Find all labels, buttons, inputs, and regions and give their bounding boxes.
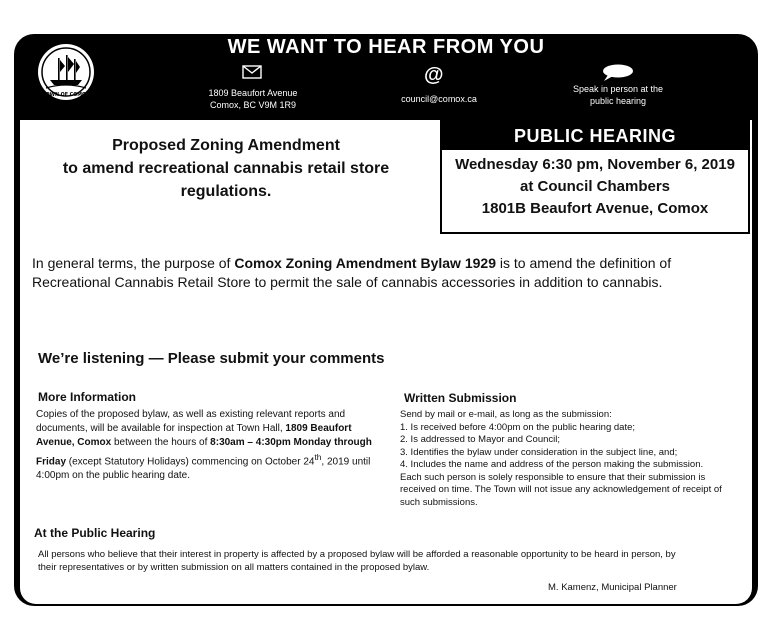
list-item: 2. Is addressed to Mayor and Council; (400, 434, 561, 445)
at-icon: @ (424, 64, 444, 86)
more-information-heading: More Information (38, 390, 136, 404)
list-item: 3. Identifies the bylaw under consideration in the subject line, and; (400, 446, 678, 458)
written-submission-heading: Written Submission (404, 391, 517, 405)
footer-text: All persons who believe that their interest in property is affected by a proposed bylaw will be afforded a reasonable opportunity to be heard in person, by their representatives or by written submission on all matters contained in the proposed bylaw. (38, 549, 676, 573)
hearing-location: at Council Chambers (519, 178, 671, 195)
proposal-title: Proposed Zoning Amendment to amend recreational cannabis retail store regulations. (62, 137, 390, 200)
written-submission-text: Send by mail or e-mail, as long as the submission: 1. Is received before 4:00pm on the public hearing date; 2. Is addressed to Mayor and Council; 3. Identifies the bylaw under consideration in the subject line, and; 4. Includes the name and address of the person making the submission. Each such person is solely responsible to ensure that their submission is received on time. The Town will not issue any acknowledgement of receipt of such submissions. (400, 409, 740, 509)
list-item: 1. Is received before 4:00pm on the public hearing date; (400, 421, 636, 433)
hearing-address: 1801B Beaufort Avenue, Comox (481, 200, 709, 217)
public-hearing-title: PUBLIC HEARING (442, 122, 748, 150)
town-crest-icon (36, 42, 96, 102)
headline: WE WANT TO HEAR FROM YOU (227, 36, 545, 58)
mailing-address: 1809 Beaufort Avenue Comox, BC V9M 1R9 (208, 88, 298, 110)
speak-in-person: Speak in person at the public hearing (572, 84, 664, 106)
at-public-hearing-heading: At the Public Hearing (34, 526, 156, 540)
hearing-datetime: Wednesday 6:30 pm, November 6, 2019 (455, 156, 735, 173)
bylaw-name: Comox Zoning Amendment Bylaw 1929 (234, 255, 496, 271)
listening-heading: We’re listening — Please submit your comments (38, 350, 385, 367)
header-band (14, 34, 758, 120)
speech-bubble-icon (600, 64, 634, 82)
envelope-icon (242, 65, 262, 79)
footer (20, 546, 752, 604)
signature: M. Kamenz, Municipal Planner (548, 582, 677, 593)
public-hearing-box (440, 120, 750, 234)
email-address[interactable]: council@comox.ca (401, 94, 477, 104)
purpose-paragraph: In general terms, the purpose of Comox Zoning Amendment Bylaw 1929 is to amend the definition of Recreational Cannabis Retail Store to permit the sale of cannabis accessories in addition to cannabis. (32, 255, 672, 290)
notice-body (20, 120, 752, 546)
svg-text:TOWN OF COMOX: TOWN OF COMOX (42, 93, 90, 98)
more-information-text: Copies of the proposed bylaw, as well as existing relevant reports and documents, will be available for inspection at Town Hall, 1809 Beaufort Avenue, Comox between the hours of 8:30am – 4:30pm Monday through Friday (except Statutory Holidays) commencing on October 24th, 2019 until 4:00pm on the public hearing date. (36, 409, 372, 482)
notice-frame (14, 34, 758, 606)
list-item: 4. Includes the name and address of the person making the submission. (400, 459, 704, 470)
